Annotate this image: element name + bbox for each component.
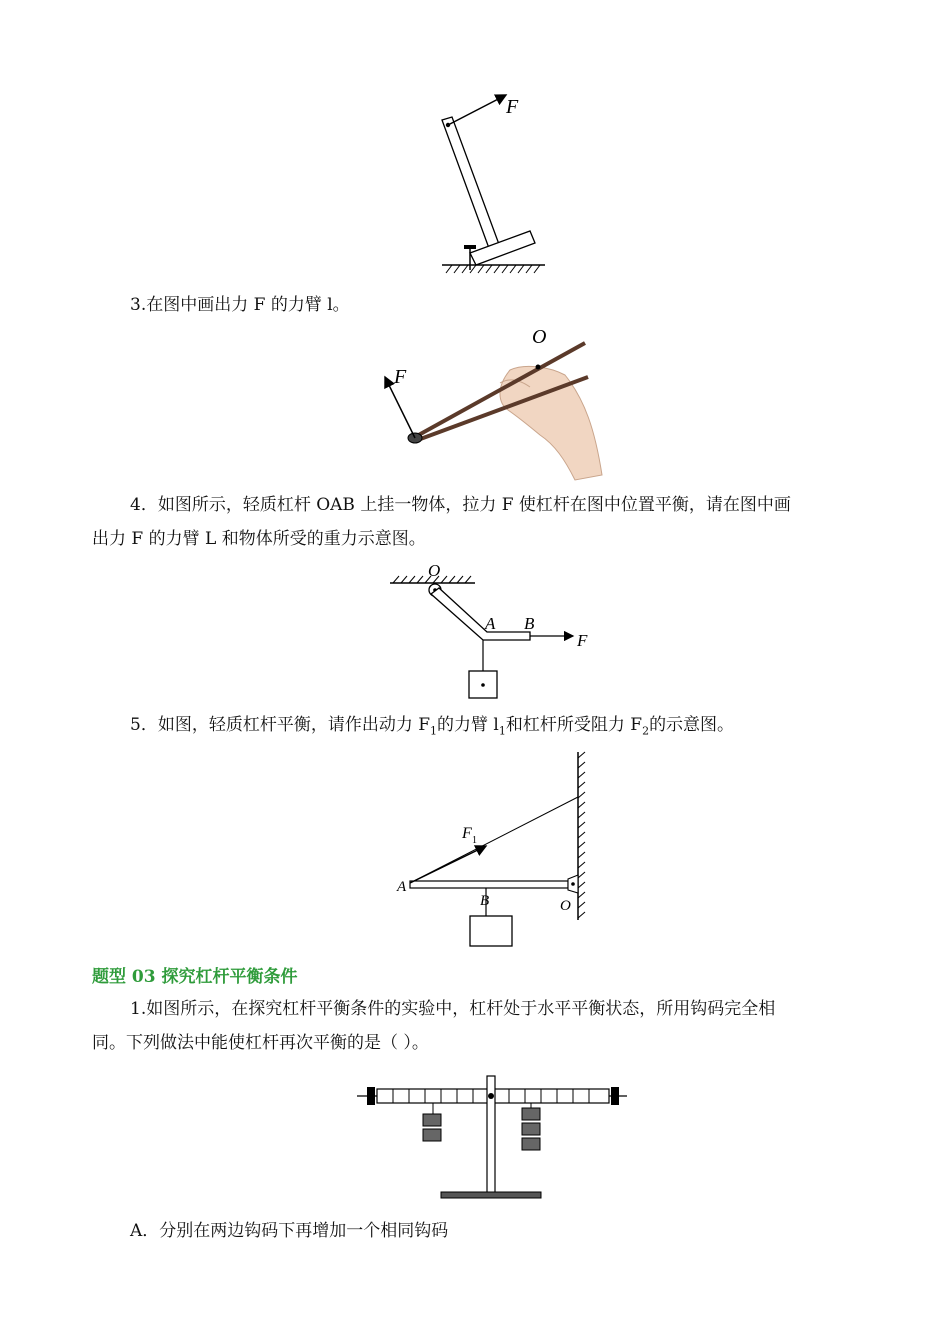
hammer-force-label: F [506, 96, 519, 118]
chopsticks-force-label: F [394, 366, 407, 388]
oab-label-f: F [577, 631, 588, 650]
wall-label-a: A [397, 879, 407, 895]
question-3: 3.在图中画出力 F 的力臂 l。 [130, 295, 350, 315]
question-1-line2: 同。下列做法中能使杠杆再次平衡的是（ ）。 [92, 1033, 429, 1053]
question-1-line1: 1.如图所示，在探究杠杆平衡条件的实验中，杠杆处于水平平衡状态，所用钩码完全相 [130, 999, 776, 1019]
wall-label-o: O [560, 898, 571, 914]
section-heading: 题型 03 探究杠杆平衡条件 [92, 967, 298, 987]
oab-label-o: O [428, 561, 441, 580]
oab-label-a: A [485, 614, 496, 633]
question-4-line2: 出力 F 的力臂 L 和物体所受的重力示意图。 [92, 529, 426, 549]
oab-lever-figure [385, 558, 600, 703]
hammer-lever-figure [430, 85, 560, 280]
wall-label-f: F [462, 825, 472, 842]
q5-suffix: 的示意图。 [649, 715, 735, 735]
question-5 [92, 708, 862, 748]
wall-label-f-sub: 1 [472, 835, 477, 846]
chopsticks-figure [370, 325, 610, 485]
lever-balance-figure [355, 1072, 635, 1207]
question-1 [92, 992, 862, 1060]
oab-label-b: B [524, 614, 535, 633]
q5-mid1: 的力臂 l [437, 715, 499, 735]
wall-lever-figure [390, 750, 600, 950]
q5-prefix: 5．如图，轻质杠杆平衡，请作出动力 F [130, 715, 431, 735]
q5-mid2: 和杠杆所受阻力 F [505, 715, 643, 735]
q5-sub3: 2 [642, 724, 650, 738]
q5-sub1: 1 [430, 724, 438, 738]
chopsticks-pivot-label: O [532, 326, 547, 348]
question-4 [92, 488, 862, 556]
wall-label-b: B [480, 893, 490, 909]
option-a: A．分别在两边钩码下再增加一个相同钩码 [130, 1221, 449, 1241]
question-4-line1: 4．如图所示，轻质杠杆 OAB 上挂一物体，拉力 F 使杠杆在图中位置平衡，请在图中画 [130, 495, 791, 515]
q5-sub2: 1 [498, 724, 506, 738]
